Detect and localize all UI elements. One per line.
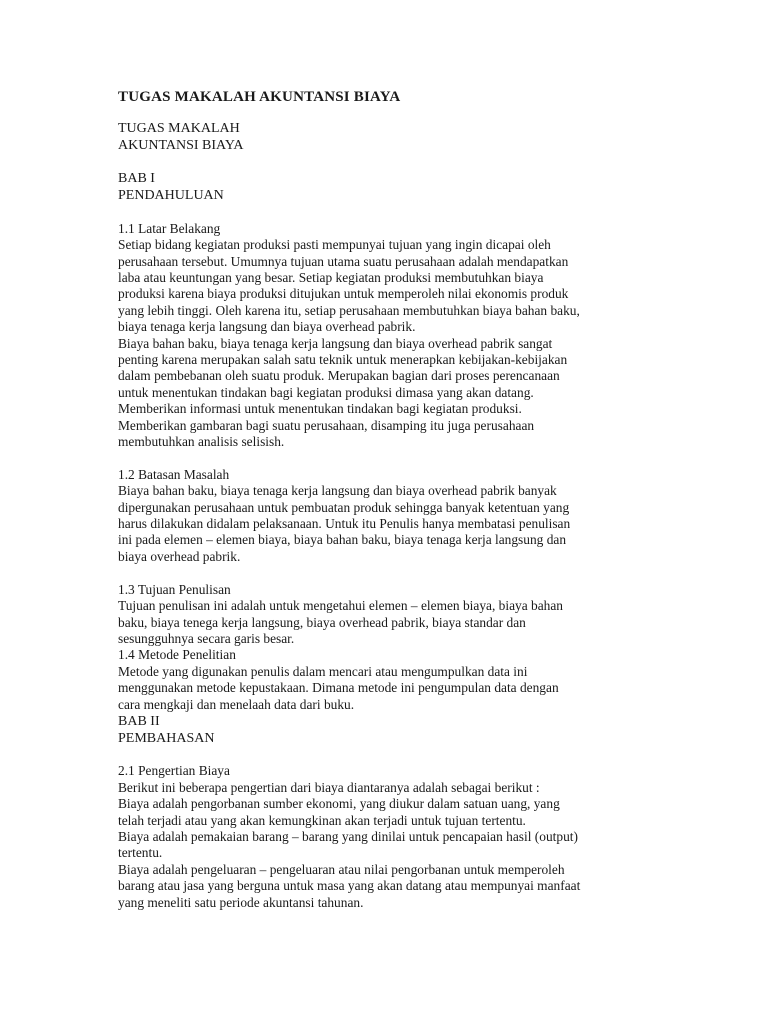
chapter-label: BAB II: [118, 713, 160, 729]
text-line: telah terjadi atau yang akan kemungkinan akan terjadi untuk tujuan tertentu.: [118, 812, 526, 828]
text-line: Metode yang digunakan penulis dalam mencari atau mengumpulkan data ini: [118, 663, 528, 679]
text-line: Biaya bahan baku, biaya tenaga kerja langsung dan biaya overhead pabrik sangat: [118, 335, 553, 351]
text-line: Biaya adalah pengeluaran – pengeluaran atau nilai pengorbanan untuk memperoleh: [118, 861, 565, 877]
section-body: [118, 780, 658, 911]
text-line: biaya tenaga kerja langsung dan biaya overhead pabrik.: [118, 319, 416, 335]
text-line: untuk menentukan tindakan bagi kegiatan produksi dimasa yang akan datang.: [118, 384, 534, 400]
chapter-name: PEMBAHASAN: [118, 730, 215, 746]
text-line: menggunakan metode kepustakaan. Dimana metode ini pengumpulan data dengan: [118, 680, 559, 696]
text-line: Tujuan penulisan ini adalah untuk mengetahui elemen – elemen biaya, biaya bahan: [118, 598, 563, 614]
subtitle-line-2: AKUNTANSI BIAYA: [118, 138, 244, 153]
spacer: [118, 747, 658, 763]
document-title: TUGAS MAKALAH AKUNTANSI BIAYA: [118, 89, 401, 105]
text-line: yang lebih tinggi. Oleh karena itu, setiap perusahaan membutuhkan biaya bahan baku,: [118, 302, 580, 318]
text-line: tertentu.: [118, 845, 163, 861]
section-body: [118, 483, 658, 565]
text-line: Setiap bidang kegiatan produksi pasti mempunyai tujuan yang ingin dicapai oleh: [118, 237, 551, 253]
spacer: [118, 565, 658, 581]
text-line: ini pada elemen – elemen biaya, biaya bahan baku, biaya tenaga kerja langsung dan: [118, 532, 567, 548]
text-line: yang meneliti satu periode akuntansi tahunan.: [118, 894, 364, 910]
section-heading: 1.3 Tujuan Penulisan: [118, 581, 231, 597]
text-line: Biaya adalah pengorbanan sumber ekonomi, yang diukur dalam satuan uang, yang: [118, 796, 560, 812]
text-line: Memberikan gambaran bagi suatu perusahaan, disamping itu juga perusahaan: [118, 417, 535, 433]
section-body: [118, 237, 658, 450]
text-line: barang atau jasa yang berguna untuk masa yang akan datang atau mempunyai manfaat: [118, 878, 581, 894]
text-line: harus dilakukan didalam pelaksanaan. Untuk itu Penulis hanya membatasi penulisan: [118, 516, 571, 532]
chapter-name: PENDAHULUAN: [118, 188, 224, 204]
text-line: produksi karena biaya produksi ditujukan untuk memperoleh nilai ekonomis produk: [118, 286, 569, 302]
text-line: membutuhkan analisis selisish.: [118, 434, 285, 450]
text-line: Berikut ini beberapa pengertian dari biaya diantaranya adalah sebagai berikut :: [118, 779, 540, 795]
text-line: Biaya bahan baku, biaya tenaga kerja langsung dan biaya overhead pabrik banyak: [118, 483, 557, 499]
section-heading: 2.1 Pengertian Biaya: [118, 763, 230, 779]
section-heading: 1.1 Latar Belakang: [118, 220, 221, 236]
spacer: [118, 154, 658, 170]
subtitle-line-1: TUGAS MAKALAH: [118, 121, 240, 136]
text-line: Memberikan informasi untuk menentukan tindakan bagi kegiatan produksi.: [118, 401, 522, 417]
spacer: [118, 450, 658, 466]
chapter-label: BAB I: [118, 171, 155, 187]
section-body: [118, 598, 658, 647]
section-heading: 1.2 Batasan Masalah: [118, 466, 230, 482]
section-heading: 1.4 Metode Penelitian: [118, 647, 236, 663]
text-line: sesungguhnya secara garis besar.: [118, 630, 295, 646]
text-line: cara mengkaji dan menelaah data dari buku.: [118, 696, 355, 712]
text-line: laba atau keuntungan yang besar. Setiap kegiatan produksi membutuhkan biaya: [118, 270, 544, 285]
spacer: [118, 204, 658, 220]
text-line: biaya overhead pabrik.: [118, 548, 241, 564]
section-body: [118, 664, 658, 713]
text-line: dipergunakan perusahaan untuk pembuatan produk sehingga banyak ketentuan yang: [118, 499, 570, 515]
text-line: baku, biaya tenega kerja langsung, biaya overhead pabrik, biaya standar dan: [118, 614, 526, 630]
text-line: Biaya adalah pemakaian barang – barang yang dinilai untuk pencapaian hasil (output): [118, 828, 578, 844]
text-line: dalam pembebanan oleh suatu produk. Merupakan bagian dari proses perencanaan: [118, 368, 560, 384]
text-line: perusahaan tersebut. Umumnya tujuan utama suatu perusahaan adalah mendapatkan: [118, 253, 569, 269]
document-page: [118, 88, 658, 911]
text-line: penting karena merupakan salah satu teknik untuk menerapkan kebijakan-kebijakan: [118, 352, 568, 368]
